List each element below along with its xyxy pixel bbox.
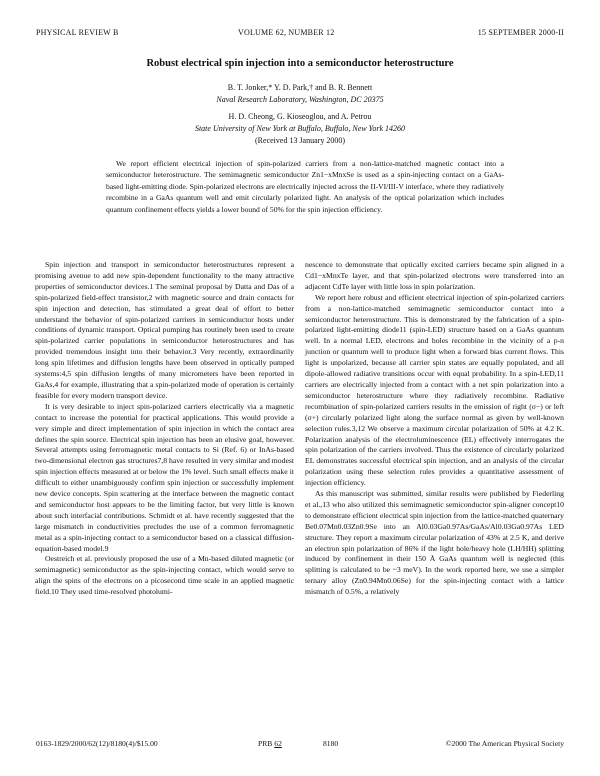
body-paragraph: As this manuscript was submitted, similar results were published by Fiederling et al.,13 who also utilized this semimagnetic semiconductor spin-aligner concept10 to demonstrate efficient electrical spin injection from the lattice-matched quaternary Be0.07Mn0.03Zn0.9Se into an Al0.03Ga0.97As/GaAs/Al0.03Ga0.97As LED structure. They report a maximum circular polarization of 43% at 2.5 K, and derive an electron spin polarization of 86% if the light hole/heavy hole (LH/HH) splitting induced by confinement in their 150 Å GaAs quantum well is neglected (this splitting is calculated to be ~3 meV). In the work reported here, we use a simpler ternary alloy (Zn0.94Mn0.06Se) for the spin-injecting contact with a lattice mismatch of 0.5%, a relatively (305, 489, 564, 597)
footer-journal-ref (258, 739, 282, 748)
right-column (305, 260, 564, 598)
affiliation-buffalo: State University of New York at Buffalo, Buffalo, New York 14260 (194, 124, 406, 133)
authors-buffalo: H. D. Cheong, G. Kioseoglou, and A. Petrou (228, 112, 372, 121)
body-paragraph: Oestreich et al. previously proposed the use of a Mn-based diluted magnetic (or semimagnetic) semiconductor as the spin-injecting contact, which would serve to align the spins of the electrons on a picosecond time scale in an applied magnetic field.10 They used time-resolved photolumi- (35, 554, 294, 597)
footer-issn: 0163-1829/2000/62(12)/8180(4)/$15.00 (36, 739, 158, 748)
paper-title: Robust electrical spin injection into a semiconductor heterostructure (146, 58, 454, 69)
left-column (35, 260, 294, 598)
body-paragraph: It is very desirable to inject spin-polarized carriers electrically via a magnetic contact to increase the potential for practical applications. This would provide a very simple and direct implementation of spin injection in which the contact area defines the spin source. Electrical spin injection has been an elusive goal, however. Several attempts using ferromagnetic metal contacts to Si (Ref. 6) or InAs-based two-dimensional electron gas structures7,8 have resulted in very similar and modest spin injection effects measured at or below the 1% level. Such small effects make it difficult to either unambiguously confirm spin injection or successfully implement new device concepts. Spin scattering at the interface between the magnetic contact and semiconductor host appears to be the limiting factor, but very little is known about such interfacial contributions. Schmidt et al. have recently suggested that the large mismatch in conductivities precludes the use of a common ferromagnetic metal as a spin-injecting contact to a semiconductor based on a classical diffusion-equation-based model.9 (35, 401, 294, 553)
body-paragraph: We report here robust and efficient electrical injection of spin-polarized carriers from a non-lattice-matched semimagnetic semiconductor contact into a semiconductor heterostructure. This is demonstrated by the fabrication of a spin-polarized light-emitting diode11 (spin-LED) structure based on a GaAs quantum well. In a normal LED, electrons and holes recombine in the vicinity of a p-n junction or quantum well to produce light when a forward bias current flows. This light is unpolarized, because all carrier spin states are equally populated, and all dipole-allowed radiative transitions occur with equal probability. In a spin-LED,11 carriers are electrically injected from a contact with a net spin polarization into a semiconductor heterostructure where they radiatively recombine. Radiative recombination of spin-polarized carriers results in the emission of right (σ−) or left (σ+) circularly polarized light along the surface normal as given by well-known selection rules.3,12 We observe a maximum circular polarization of 50% at 4.2 K. Polarization analysis of the electroluminescence (EL) effectively interrogates the spin polarization of the carriers involved. Thus the existence of circularly polarized EL demonstrates successful electrical spin injection, and an analysis of the circular polarization using these selection rules provides a quantitative assessment of injection efficiency. (305, 292, 564, 488)
affiliation-naval: Naval Research Laboratory, Washington, DC 20375 (216, 95, 384, 104)
journal-name: PHYSICAL REVIEW B (36, 28, 119, 37)
footer-prb-volume: 62 (274, 739, 282, 748)
volume-number: VOLUME 62, NUMBER 12 (238, 28, 335, 37)
abstract: We report efficient electrical injection of spin-polarized carriers from a non-lattice-matched magnetic contact into a semiconductor heterostructure. The semimagnetic semiconductor Zn1−xMnxSe is used as a spin-injecting contact on a GaAs-based light-emitting diode. Spin-polarized electrons are electrically injected across the II-VI/III-V interface, where they radiatively recombine in a GaAs quantum well and emit circularly polarized light. An analysis of the optical polarization which includes quantum confinement effects yields a lower bound of 50% for the spin injection efficiency. (106, 159, 504, 214)
copyright: ©2000 The American Physical Society (445, 739, 564, 748)
issue-date: 15 SEPTEMBER 2000-II (477, 28, 564, 37)
authors-naval: B. T. Jonker,* Y. D. Park,† and B. R. Bennett (227, 83, 373, 92)
body-paragraph: Spin injection and transport in semiconductor heterostructures represent a promising avenue to add new spin-dependent functionality to the many attractive properties of semiconductor devices.1 The seminal proposal by Datta and Das of a spin-polarized field-effect transistor,2 with magnetic source and drain contacts for spin injection and detection, has stimulated a great deal of effort to better understand the behavior of spin-polarized carriers in semiconductor hosts under conditions of dynamic transport. Optical pumping has routinely been used to create spin-polarized carrier populations in semiconductor heterostructures and has provided tremendous insight into their behavior.3 Very recently, extraordinarily long spin lifetimes and diffusion lengths have been observed in optically pumped systems:4,5 spin diffusion lengths of many micrometers have been reported in GaAs,4 for example, illustrating that a spin-polarized mode of operation is certainly feasible for every modern transport device. (35, 260, 294, 400)
received-date: (Received 13 January 2000) (255, 136, 345, 145)
page-number: 8180 (323, 739, 339, 748)
footer-prb-label: PRB (258, 739, 273, 748)
body-paragraph: nescence to demonstrate that optically excited carriers became spin aligned in a Cd1−xMnxTe layer, and that spin-polarized electrons were transferred into an adjacent CdTe layer with little loss in spin polarization. (305, 260, 564, 291)
